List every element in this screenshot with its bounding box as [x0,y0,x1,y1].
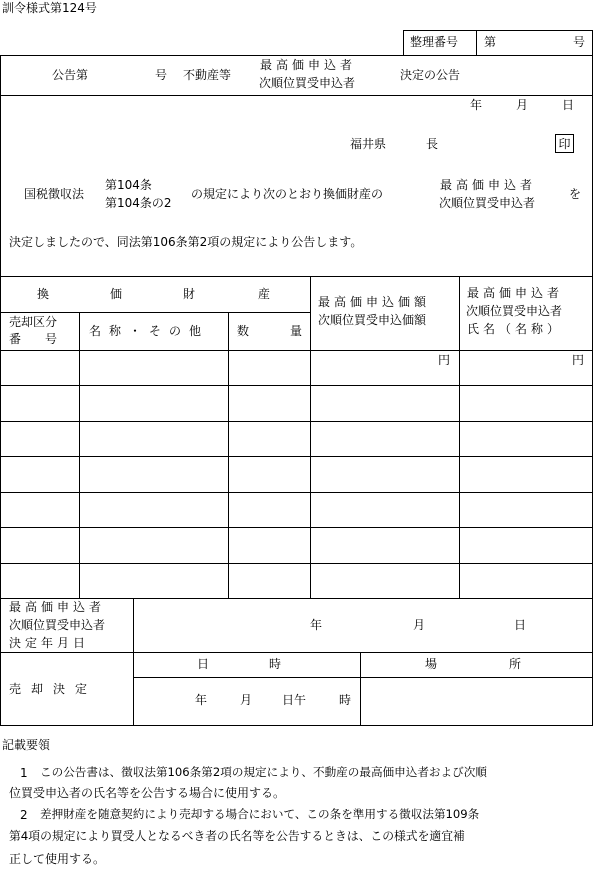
body-lead: 国税徴収法 [24,187,85,201]
header-kan: 換 [37,287,50,301]
body-role-top: 最高価申込者 [440,178,537,192]
header-kubun-2: 番 号 [9,332,58,346]
decision-label-2: 次順位買受申込者 [9,618,106,632]
note2-line2: 第4項の規定により買受人となるべき者の氏名等を公告するときは、この様式を適宜補 [9,829,465,843]
seal-label: 印 [558,136,571,151]
note1-line1: この公告書は、徴収法第106条第2項の規定により、不動産の最高価申込者および次順 [40,765,487,779]
note1-line2: 位買受申込者の氏名等を公告する場合に使用する。 [9,786,286,800]
title-kettei: 決定の公告 [400,68,461,82]
issuer-chief: 長 [426,137,439,151]
body-line2: 決定しましたので、同法第106条第2項の規定により公告します。 [9,235,363,249]
note2-line3: 正して使用する。 [9,852,106,866]
title-fudosan: 不動産等 [183,68,232,82]
header-kubun-1: 売却区分 [9,315,58,329]
form-id: 訓令様式第124号 [2,1,97,15]
sale-year: 年 [195,693,208,707]
notice-day: 日 [562,98,575,112]
body-mid: の規定により次のとおり換価財産の [191,187,384,201]
header-name-1: 最高価申込者 [467,286,564,300]
decision-label-1: 最高価申込者 [9,600,106,614]
sale-label: 売却決定 [9,682,98,696]
yen-price: 円 [438,353,451,367]
note2-num: 2 [20,808,28,822]
title-go: 号 [155,68,168,82]
note1-num: 1 [20,766,28,780]
body-art-top: 第104条 [105,178,152,192]
title-kokoku-dai: 公告第 [52,68,89,82]
decision-year: 年 [310,618,323,632]
issuer-pref: 福井県 [350,137,387,151]
header-zai: 財 [183,287,196,301]
seiri-suffix: 号 [573,35,586,49]
note2-line1: 差押財産を随意契約により売却する場合において、この条を準用する徴収法第109条 [40,807,480,821]
body-art-bottom: 第104条の2 [105,196,172,210]
header-name-2: 次順位買受申込者 [466,304,563,318]
header-suryo-1: 数 [237,324,250,338]
header-suryo-2: 量 [290,324,303,338]
header-price-2: 次順位買受申込価額 [318,313,427,327]
decision-month: 月 [413,618,426,632]
title-role-bottom: 次順位買受申込者 [259,76,356,90]
sale-col-nichiji: 日 時 [197,657,282,671]
notes-heading: 記載要領 [2,738,51,752]
sale-hour: 時 [339,693,352,707]
seiri-label: 整理番号 [410,35,459,49]
seiri-prefix: 第 [484,35,497,49]
header-ka: 価 [110,287,123,301]
notice-year: 年 [470,98,483,112]
sale-col-basho: 場 所 [425,657,522,671]
header-name-3: 氏名（名称） [467,322,564,336]
seal-mark [555,134,574,153]
header-price-1: 最高価申込価額 [318,295,431,309]
sale-day-ampm: 日午 [282,693,307,707]
notice-month: 月 [516,98,529,112]
decision-day: 日 [514,618,527,632]
header-meisho: 名称・その他 [89,324,210,338]
body-wo: を [569,187,582,201]
header-san: 産 [258,287,271,301]
sale-month: 月 [240,693,253,707]
title-role-top: 最高価申込者 [260,58,357,72]
decision-label-3: 決定年月日 [9,636,90,650]
yen-name: 円 [572,353,585,367]
body-role-bottom: 次順位買受申込者 [439,196,536,210]
